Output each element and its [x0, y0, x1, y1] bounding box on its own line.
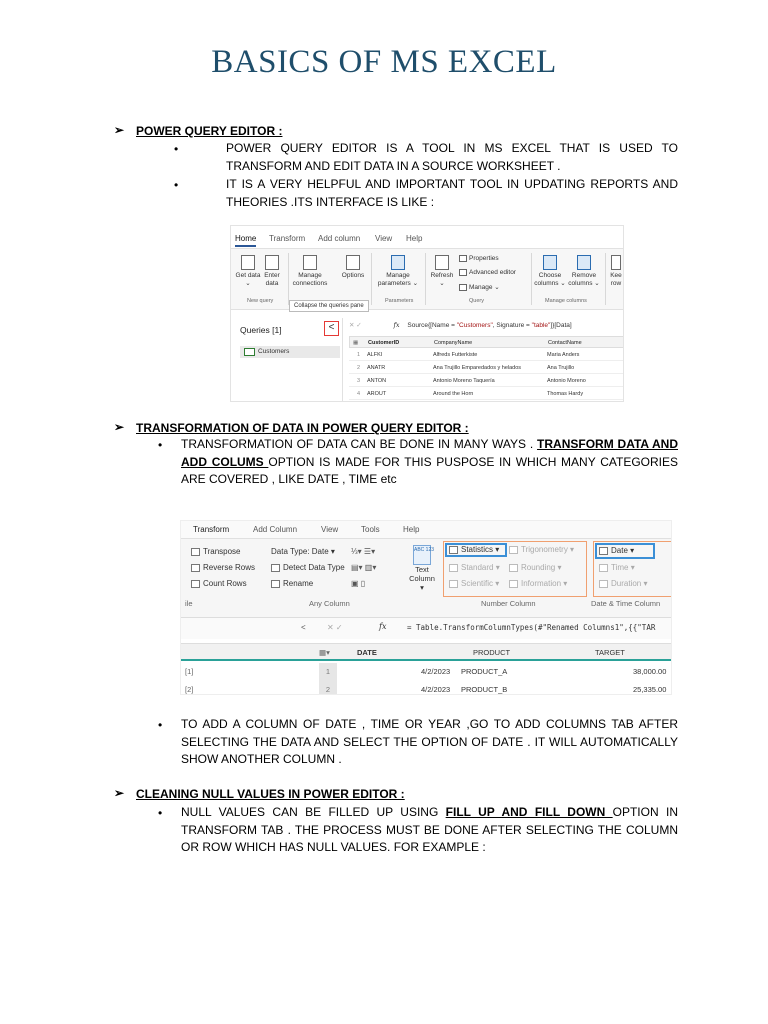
detect-icon: [271, 564, 280, 572]
clock-icon: [599, 564, 608, 572]
tab-add-column[interactable]: Add Column: [253, 525, 298, 534]
scientific-button[interactable]: Scientific ▾: [449, 579, 499, 588]
calendar-icon: [599, 547, 608, 555]
table-row: 4 AROUT Around the Horn Thomas Hardy: [349, 388, 624, 400]
tab-home[interactable]: Home: [235, 234, 256, 247]
power-query-interface-screenshot: [230, 225, 624, 402]
keep-rows-button[interactable]: Kee row: [607, 255, 624, 287]
paragraph-add-date-column: TO ADD A COLUMN OF DATE , TIME OR YEAR ,GO TO ADD COLUMNS TAB AFTER SELECTING THE DATA AND SELECT THE OPTION OF DATE . IT WILL AUTOMATICALLY SHOW ANOTHER COLUMN .: [181, 717, 678, 766]
cancel-commit-icons: ✕ ✓: [327, 623, 343, 632]
options-button[interactable]: Options: [339, 255, 367, 280]
column-header-product[interactable]: PRODUCT: [473, 648, 511, 657]
tab-add-column[interactable]: Add column: [318, 234, 361, 243]
collapse-pane-button[interactable]: <: [301, 623, 306, 632]
group-label-query: Query: [469, 298, 484, 304]
standard-icon: [449, 564, 458, 572]
trigonometry-button[interactable]: Trigonometry ▾: [509, 545, 574, 554]
tab-view[interactable]: View: [321, 525, 339, 534]
detect-data-type-button[interactable]: Detect Data Type: [271, 563, 345, 572]
information-button[interactable]: Information ▾: [509, 579, 567, 588]
refresh-icon: [435, 255, 449, 270]
queries-pane: [231, 318, 343, 402]
transpose-icon: [191, 548, 200, 556]
divider: [288, 253, 289, 305]
abc-icon: ABC 123: [413, 545, 431, 565]
group-label-parameters: Parameters: [385, 298, 414, 304]
scientific-icon: [449, 580, 458, 588]
paragraph-null-values: NULL VALUES CAN BE FILLED UP USING FILL UP AND FILL DOWN OPTION IN TRANSFORM TAB . THE PROCESS MUST BE DONE AFTER SELECTING THE COLUMN OR ROW WHICH HAS NULL VALUES. FOR EXAMPLE :: [181, 805, 678, 854]
formula-bar[interactable]: ✕ ✓ fx Source{[Name = "Customers", Signature = "table"]}[Data]: [349, 321, 572, 329]
table-icon: [265, 255, 279, 270]
divider: [605, 253, 606, 305]
statistics-button[interactable]: Statistics ▾: [449, 545, 499, 554]
statistics-icon: [449, 546, 458, 554]
group-label-date-time-column: Date & Time Column: [591, 599, 661, 608]
paragraph-transformation: TRANSFORMATION OF DATA CAN BE DONE IN MANY WAYS . TRANSFORM DATA AND ADD COLUMS OPTION IS MADE FOR THIS PUSPOSE IN WHICH MANY CATEGORIES ARE COVERED , LIKE DATE , TIME etc: [181, 437, 679, 486]
cancel-commit-icons: ✕ ✓: [349, 322, 362, 329]
database-icon: [303, 255, 317, 270]
reverse-rows-icon: [191, 564, 200, 572]
editor-icon: [459, 269, 467, 276]
choose-columns-button[interactable]: Choose columns ⌄: [533, 255, 567, 287]
parameters-icon: [391, 255, 405, 270]
duration-icon: [599, 580, 608, 588]
group-label-manage-columns: Manage columns: [545, 298, 587, 304]
queries-pane-title: Queries [1]: [240, 325, 282, 335]
manage-parameters-button[interactable]: Manage parameters ⌄: [377, 255, 419, 287]
reverse-rows-button[interactable]: Reverse Rows: [191, 563, 255, 572]
column-header-contactname[interactable]: ContactName: [548, 340, 582, 346]
bullet-dot-icon: •: [158, 718, 163, 732]
table-row: 1 ALFKI Alfreds Futterkiste Maria Anders: [349, 349, 624, 361]
table-row: [2] 2 4/2/2023 PRODUCT_B 25,335.00: [181, 681, 672, 695]
rename-icon: [271, 580, 280, 588]
page-title: BASICS OF MS EXCEL: [211, 44, 557, 80]
manage-icon: [459, 284, 467, 291]
column-header-date[interactable]: DATE: [357, 648, 377, 657]
manage-button[interactable]: Manage ⌄: [459, 283, 500, 291]
bullet-dot-icon: •: [158, 806, 163, 820]
table-row: 2 ANATR Ana Trujillo Emparedados y helados Ana Trujillo: [349, 362, 624, 374]
bullet-dot-icon: •: [158, 438, 163, 452]
replace-values-icon[interactable]: ⅓▾ ☰▾: [351, 547, 376, 556]
fill-icon[interactable]: ▤▾ ▥▾: [351, 563, 377, 572]
group-label-table: ile: [185, 599, 193, 608]
column-header-target[interactable]: TARGET: [595, 648, 625, 657]
collapse-queries-button[interactable]: <: [324, 321, 339, 336]
enter-data-button[interactable]: Enter data: [261, 255, 283, 287]
bullet-dot-icon: •: [174, 142, 179, 156]
arrow-bullet-icon: ➢: [114, 420, 125, 434]
table-row: 3 ANTON Antonio Moreno Taquería Antonio Moreno: [349, 375, 624, 387]
pivot-icon[interactable]: ▣ ▯: [351, 579, 366, 588]
divider: [371, 253, 372, 305]
table-row: [1] 1 4/2/2023 PRODUCT_A 38,000.00: [181, 663, 672, 681]
arrow-bullet-icon: ➢: [114, 123, 125, 137]
standard-button[interactable]: Standard ▾: [449, 563, 500, 572]
group-label-new-query: New query: [247, 298, 274, 304]
advanced-editor-button[interactable]: Advanced editor: [459, 269, 516, 276]
keep-rows-icon: [611, 255, 621, 270]
transpose-button[interactable]: Transpose: [191, 547, 241, 556]
tab-view[interactable]: View: [375, 234, 393, 243]
paragraph-pq-definition: POWER QUERY EDITOR IS A TOOL IN MS EXCEL THAT IS USED TO TRANSFORM AND EDIT DATA IN A SOURCE WORKSHEET .: [226, 141, 678, 173]
get-data-button[interactable]: Get data ⌄: [235, 255, 261, 287]
rename-button[interactable]: Rename: [271, 579, 313, 588]
remove-columns-icon: [577, 255, 591, 270]
divider: [425, 253, 426, 305]
count-rows-icon: [191, 580, 200, 588]
divider: [531, 253, 532, 305]
tooltip-collapse-queries: Collapse the queries pane: [289, 300, 369, 312]
table-header-row: [349, 336, 624, 348]
group-label-number-column: Number Column: [481, 599, 536, 608]
group-label-any-column: Any Column: [309, 599, 350, 608]
table-header-row: [181, 643, 672, 661]
table-icon: [244, 348, 255, 356]
count-rows-button[interactable]: Count Rows: [191, 579, 247, 588]
tab-transform[interactable]: Transform: [269, 234, 306, 243]
column-header-companyname[interactable]: CompanyName: [434, 340, 473, 346]
bullet-dot-icon: •: [174, 178, 179, 192]
date-button[interactable]: Date ▾: [599, 546, 634, 555]
remove-columns-button[interactable]: Remove columns ⌄: [567, 255, 601, 287]
paragraph-pq-usefulness: IT IS A VERY HELPFUL AND IMPORTANT TOOL IN UPDATING REPORTS AND THEORIES .ITS INTERFACE IS LIKE :: [226, 177, 678, 209]
section-heading-transformation: TRANSFORMATION OF DATA IN POWER QUERY EDITOR :: [136, 421, 469, 435]
tab-transform[interactable]: Transform: [193, 525, 230, 534]
fx-icon: fx: [379, 622, 387, 631]
tab-help[interactable]: Help: [403, 525, 420, 534]
options-icon: [346, 255, 360, 270]
properties-button[interactable]: Properties: [459, 255, 499, 262]
trigonometry-icon: [509, 546, 518, 554]
information-icon: [509, 580, 518, 588]
grid-select-icon: ▦▾: [319, 648, 330, 657]
properties-icon: [459, 255, 467, 262]
tab-tools[interactable]: Tools: [361, 525, 380, 534]
time-button[interactable]: Time ▾: [599, 563, 635, 572]
rounding-button[interactable]: Rounding ▾: [509, 563, 562, 572]
transform-tab-screenshot: [180, 520, 672, 695]
section-heading-power-query: POWER QUERY EDITOR :: [136, 124, 283, 138]
data-type-dropdown[interactable]: Data Type: Date ▾: [271, 547, 335, 556]
formula-bar[interactable]: [181, 617, 671, 639]
fx-icon: fx: [393, 321, 400, 329]
section-heading-null-values: CLEANING NULL VALUES IN POWER EDITOR :: [136, 787, 405, 801]
query-item-customers[interactable]: Customers: [240, 346, 340, 358]
duration-button[interactable]: Duration ▾: [599, 579, 647, 588]
column-header-customerid[interactable]: CustomerID: [368, 340, 400, 346]
grid-select-icon: ▦: [353, 340, 359, 346]
manage-connections-button[interactable]: Manage connections: [291, 255, 329, 287]
document-icon: [241, 255, 255, 270]
refresh-button[interactable]: Refresh ⌄: [429, 255, 455, 287]
tab-help[interactable]: Help: [406, 234, 423, 243]
formula-text: = Table.TransformColumnTypes(#"Renamed Columns1",{{"TAR: [407, 623, 656, 632]
text-column-button[interactable]: ABC 123 Text Column ▾: [409, 547, 435, 592]
columns-icon: [543, 255, 557, 270]
arrow-bullet-icon: ➢: [114, 786, 125, 800]
rounding-icon: [509, 564, 518, 572]
